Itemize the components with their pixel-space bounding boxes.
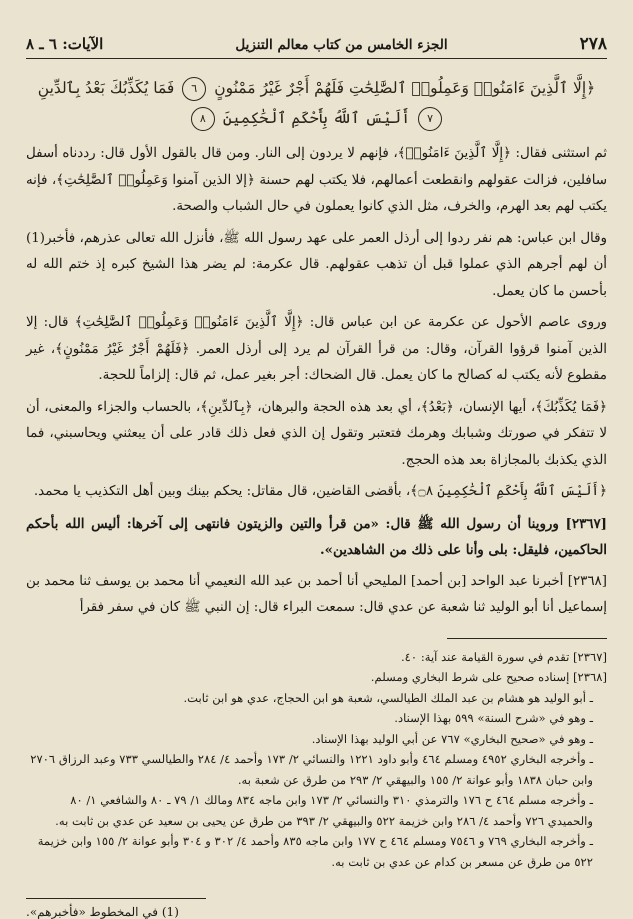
note: ـ أبو الوليد هو هشام بن عبد الملك الطيالسي، شعبة هو ابن الحجاج، عدي هو ابن ثابت.: [183, 690, 593, 705]
note: [٢٣٦٧] تقدم في سورة القيامة عند آية: ٤٠.: [400, 649, 607, 664]
page-header: [26, 34, 607, 59]
note: ـ وهو في «صحيح البخاري» ٧٦٧ عن أبي الوليد بهذا الإسناد.: [311, 731, 593, 746]
verse-number-8: ٨: [191, 107, 215, 131]
hadith-2367: [٢٣٦٧] وروينا أن رسول الله ﷺ قال: «من قرأ والتين والزيتون فانتهى إلى آخرها: أليس الله بأحكم الحاكمين، فليقل: بلى وأنا على ذلك من الشاهدين».: [26, 515, 607, 558]
verse-text-3: أَلَيْسَ ٱللَّهُ بِأَحْكَمِ ٱلْحَٰكِمِينَ: [222, 109, 411, 127]
page-number: ٢٧٨: [579, 34, 607, 54]
running-title: الجزء الخامس من كتاب معالم التنزيل: [235, 37, 448, 53]
commentary-body: [26, 141, 607, 622]
hadith-2368: [٢٣٦٨] أخبرنا عبد الواحد [بن أحمد] المليحي أنا أحمد بن عبد الله النعيمي أنا محمد بن يوسف ثنا محمد بن إسماعيل أنا أبو الوليد ثنا شعبة عن عدي قال: سمعت البراء قال: إن النبي ﷺ كان في سفر فقرأ: [26, 573, 607, 615]
paragraph: وروى عاصم الأحول عن عكرمة عن ابن عباس قال: ﴿إِلَّا ٱلَّذِينَ ءَامَنُوا۟ وَعَمِلُوا۟ ٱلصَّٰلِحَٰتِ﴾ قال: إلا الذين آمنوا قرؤوا القرآن، وقال: من قرأ القرآن لم يرد إلى أرذل العمر. ﴿فَلَهُمْ أَجْرٌ غَيْرُ مَمْنُونٍ﴾، غير مقطوع لأنه يكتب له كصالح ما كان يعمل. قال الضحاك: أجر بغير عمل، ثم قال: إلزاماً للحجة.: [26, 315, 607, 383]
paragraph: ثم استثنى فقال: ﴿إِلَّا ٱلَّذِينَ ءَامَنُوا۟﴾، فإنهم لا يردون إلى النار. ومن قال بالقول الأول قال: رددناه أسفل سافلين، فزالت عقولهم وانقطعت أعمالهم، فلا يكتب لهم حسنة ﴿إلا الذين آمنوا وَعَمِلُوا۟ ٱلصَّٰلِحَٰتِ﴾، فإنه يكتب لهم بعد الهرم، والخرف، مثل الذي كانوا يعملون في حال الشباب والصحة.: [26, 146, 607, 214]
hadith-notes: [26, 647, 607, 873]
quran-verse: [30, 73, 603, 133]
note: ـ وأخرجه مسلم ٤٦٤ ح ١٧٦ والترمذي ٣١٠ والنسائي ٢/ ١٧٣ وابن ماجه ٨٣٤ ومالك ١/ ٧٩ ـ ٨٠ والشافعي ١/ ٨٠ والحميدي ٧٢٦ وأحمد ٤/ ٢٨٦ وابن خزيمة ٥٢٢ والبيهقي ٢/ ٣٩٣ من طرق عن يحيى بن سعيد عن عدي بن ثابت به.: [55, 793, 593, 828]
paragraph: وقال ابن عباس: هم نفر ردوا إلى أرذل العمر على عهد رسول الله ﷺ، فأنزل الله تعالى عذرهم، فأخبر(1) أن لهم أجرهم الذي عملوا قبل أن تذهب عقولهم. قال عكرمة: لم يضر هذا الشيخ كبره إذ ختم الله له بأحسن ما كان يعمل.: [26, 230, 607, 299]
paragraph: ﴿فَمَا يُكَذِّبُكَ﴾، أيها الإنسان، ﴿بَعْدُ﴾، أي بعد هذه الحجة والبرهان، ﴿بِٱلدِّينِ﴾، بالحساب والجزاء والمعنى، أن لا تتفكر في صورتك وشبابك وهرمك فتعتبر وتقول إن الذي فعل ذلك قادر على أن يبعثني ويحاسبني، فما الذي يكذبك بالمجازاة بعد هذه الحجج.: [26, 399, 607, 468]
footnote-divider: [26, 898, 206, 899]
verse-text-2: فَمَا يُكَذِّبُكَ بَعْدُ بِٱلدِّينِ: [37, 79, 175, 97]
note: ـ وأخرجه البخاري ٧٦٩ و ٧٥٤٦ ومسلم ٤٦٤ ح ١٧٧ وابن ماجه ٨٣٥ وأحمد ٤/ ٣٠٢ و ٣٠٤ وأبو عوانة ٢/ ١٥٥ وابن خزيمة ٥٢٢ من طرق عن مسعر بن كدام عن عدي بن ثابت به.: [37, 834, 593, 869]
note: ـ وأخرجه البخاري ٤٩٥٢ ومسلم ٤٦٤ وأبو داود ١٢٢١ والنسائي ٢/ ١٧٣ وأحمد ٤/ ٢٨٤ والطيالسي ٧٣٣ وعبد الرزاق ٢٧٠٦ وابن حبان ١٨٣٨ وأبو عوانة ٢/ ١٥٥ والبيهقي ٢/ ٢٩٣ من طرق عن شعبة به.: [30, 752, 593, 787]
ayat-range: الآيات: ٦ ـ ٨: [26, 35, 104, 53]
verse-text-1: ﴿إِلَّا ٱلَّذِينَ ءَامَنُوا۟ وَعَمِلُوا۟ ٱلصَّٰلِحَٰتِ فَلَهُمْ أَجْرٌ غَيْرُ مَمْنُونٍ: [214, 79, 596, 97]
note: ـ وهو في «شرح السنة» ٥٩٩ بهذا الإسناد.: [394, 711, 593, 725]
verse-number-7: ٧: [418, 107, 442, 131]
notes-divider: [447, 638, 607, 639]
paragraph: ﴿أَلَيْسَ ٱللَّهُ بِأَحْكَمِ ٱلْحَٰكِمِينَ ۝٨﴾، بأقضى القاضين، قال مقاتل: يحكم بينك وبين أهل التكذيب يا محمد.: [33, 484, 607, 499]
footnote: (1) في المخطوط «فأخبرهم».: [26, 905, 179, 919]
note: [٢٣٦٨] إسناده صحيح على شرط البخاري ومسلم.: [370, 670, 607, 684]
verse-number-6: ٦: [182, 77, 206, 101]
